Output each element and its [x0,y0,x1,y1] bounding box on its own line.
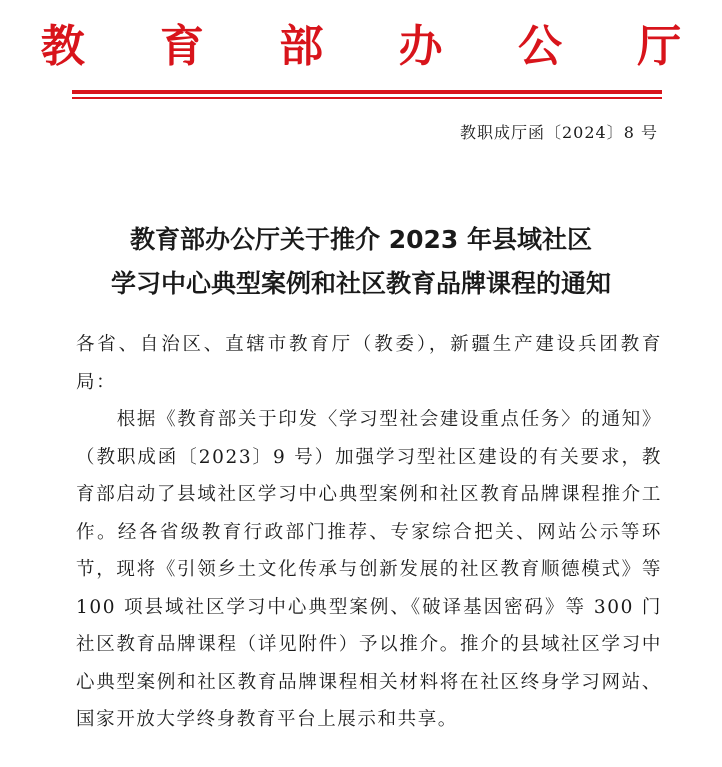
notice-title-line-2: 学习中心典型案例和社区教育品牌课程的通知 [110,269,611,298]
masthead-red-rule-thin [72,97,662,99]
notice-title [0,218,722,306]
masthead-red-rule-thick [72,90,662,94]
issuing-office-masthead: 教 育 部 办 公 厅 [40,21,712,72]
document-number: 教职成厅函〔2024〕8 号 [460,123,658,142]
salutation: 各省、自治区、直辖市教育厅（教委），新疆生产建设兵团教育局： [76,334,662,393]
notice-title-line-1: 教育部办公厅关于推介 2023 年县域社区 [130,225,592,254]
notice-body [76,326,662,739]
body-paragraph-1: 根据《教育部关于印发〈学习型社会建设重点任务〉的通知》（教职成函〔2023〕9 号）加强学习型社区建设的有关要求，教育部启动了县域社区学习中心典型案例和社区教育品牌课程推介工作。经各省级教育行政部门推荐、专家综合把关、网站公示等环节，现将《引领乡土文化传承与创新发展的社区教育顺德模式》等 100 项县域社区学习中心典型案例、《破译基因密码》等 300 门社区教育品牌课程（详见附件）予以推介。推介的县域社区学习中心典型案例和社区教育品牌课程相关材料将在社区终身学习网站、国家开放大学终身教育平台上展示和共享。 [76,409,662,730]
